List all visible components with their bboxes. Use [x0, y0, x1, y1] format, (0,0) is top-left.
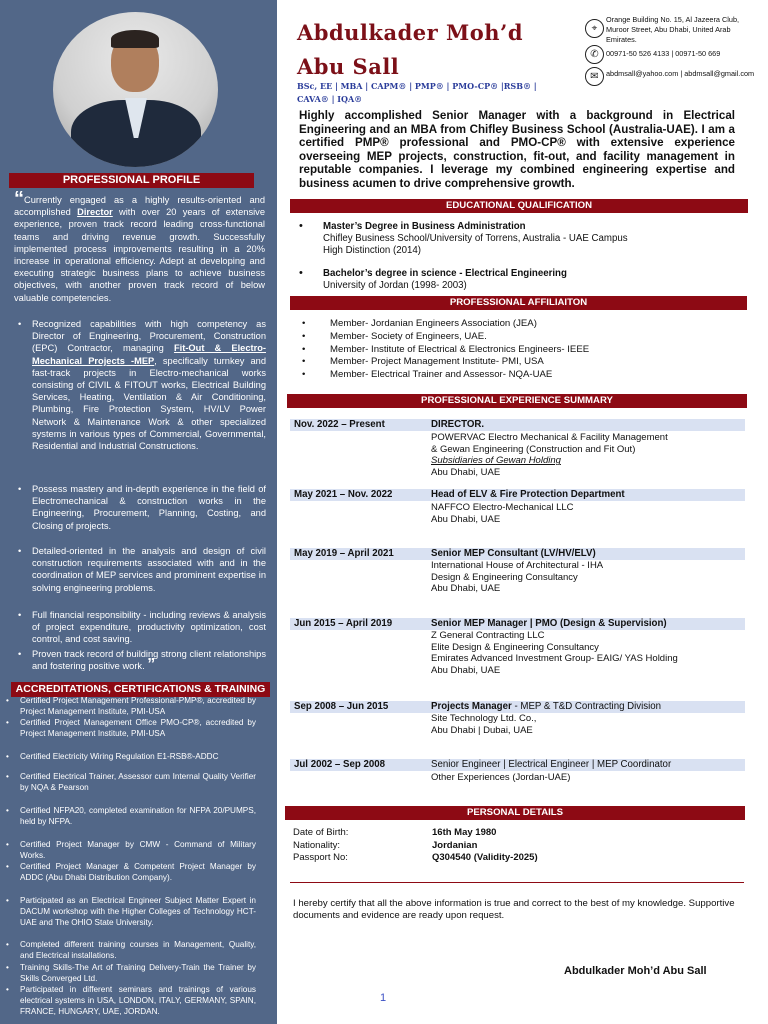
experience-row [290, 419, 745, 431]
signature: Abdulkader Moh’d Abu Sall [564, 965, 707, 977]
experience-title: DIRECTOR. [431, 419, 485, 430]
affiliation-list [302, 318, 732, 382]
profile-bullet: • Proven track record of building strong client relationships and fostering positive work. ” [14, 648, 266, 672]
cert-item: • Certified NFPA20, completed examination for NFPA 20/PUMPS, held by NFPA. [6, 806, 256, 828]
experience-dates: Sep 2008 – Jun 2015 [294, 701, 389, 712]
cert-item: • Certified Project Manager & Competent Project Manager by ADDC (Abu Dhabi Distribution Company). [6, 862, 256, 884]
email-icon: ✉ [585, 67, 604, 86]
experience-dates: Jul 2002 – Sep 2008 [294, 759, 386, 770]
affiliation-item: • Member- Electrical Trainer and Assessor- NQA-UAE [302, 369, 732, 382]
profile-summary: “Currently engaged as a highly results-oriented and accomplished Director with over 20 years of extensive experience, proven track record leading cross-functional teams and driving revenue growth. Successfully implemented process improvements resulting in a 20% increase in operational efficiency. Adept at developing and executing strategic business plans to achieve business objectives, with another proven track record of below valuable competencies. [14, 188, 265, 303]
experience-title: Head of ELV & Fire Protection Department [431, 489, 625, 500]
affiliation-item: • Member- Project Management Institute- PMI, USA [302, 356, 732, 369]
experience-details: Z General Contracting LLC Elite Design & Engineering Consultancy Emirates Advanced Investment Group- EAIG/ YAS Holding Abu Dhabi, UAE [431, 630, 678, 676]
education-item: • Bachelor’s degree in science - Electrical Engineering University of Jordan (1998- 2003) [299, 267, 567, 291]
affiliation-heading: PROFESSIONAL AFFILIAITON [290, 296, 747, 310]
profile-bullet: • Possess mastery and in-depth experience in the field of Electromechanical & construction works in the Engineering, Procurement, Planning, Costing, and Closing of projects. [14, 483, 266, 532]
declaration: I hereby certify that all the above information is true and correct to the best of my knowledge. Supportive documents and evidence are ready upon request. [293, 898, 735, 922]
experience-dates: Nov. 2022 – Present [294, 419, 385, 430]
affiliation-item: • Member- Jordanian Engineers Association (JEA) [302, 318, 732, 331]
experience-dates: Jun 2015 – April 2019 [294, 618, 393, 629]
experience-details: NAFFCO Electro-Mechanical LLC Abu Dhabi, UAE [431, 502, 574, 525]
phone-icon: ✆ [585, 45, 604, 64]
cert-item: • Certified Electrical Trainer, Assessor cum Internal Quality Verifier by NQA & Pearson [6, 772, 256, 794]
experience-title: Senior MEP Consultant (LV/HV/ELV) [431, 548, 596, 559]
name-line-2: Abu Sall [297, 54, 400, 79]
affiliation-item: • Member- Institute of Electrical & Electronics Engineers- IEEE [302, 344, 732, 357]
cert-item: • Certified Project Management Professional-PMP®, accredited by Project Management Institute, PMI-USA [6, 696, 256, 718]
profile-bullets [14, 318, 266, 452]
experience-row [290, 489, 745, 501]
education-item: • Master’s Degree in Business Administration Chifley Business School/University of Torrens, Australia - UAE Campus High Distinction (2014) [299, 220, 628, 256]
cert-item: • Certified Project Management Office PMO-CP®, accredited by Project Management Institute, PMI-USA [6, 718, 256, 740]
divider [290, 882, 744, 883]
experience-title: Projects Manager - MEP & T&D Contracting Division [431, 701, 662, 712]
name-line-1: Abdulkader Moh’d [297, 20, 523, 45]
contact-address: Orange Building No. 15, Al Jazeera Club, Muroor Street, Abu Dhabi, United Arab Emirates. [606, 15, 740, 44]
personal-heading: PERSONAL DETAILS [285, 806, 745, 820]
nationality-label: Nationality: [293, 840, 340, 851]
experience-heading: PROFESSIONAL EXPERIENCE SUMMARY [287, 394, 747, 408]
cert-item: • Participated as an Electrical Engineer Subject Matter Expert in DACUM workshop with the Higher Colleges of Technology HCT-UAE and The OHIO State University. [6, 896, 256, 929]
credentials: BSc, EE | MBA | CAPM® | PMP® | PMO-CP® |RSB® | CAVA® | IQA® [297, 81, 537, 104]
affiliation-item: • Member- Society of Engineers, UAE. [302, 331, 732, 344]
experience-title: Senior MEP Manager | PMO (Design & Supervision) [431, 618, 667, 629]
page-number: 1 [380, 992, 387, 1004]
summary-paragraph: Highly accomplished Senior Manager with a background in Electrical Engineering and an MBA from Chifley Business School (Australia-UAE). I am a certified PMP® professional and PMO-CP® with extensive experience overseeing MEP projects, construction, fit-out, and facility management in reputable companies. I leverage my combined engineering expertise and business acumen to drive comprehensive growth. [299, 109, 735, 190]
accreditations-heading: ACCREDITATIONS, CERTIFICATIONS & TRAINING [11, 682, 270, 697]
profile-bullet: • Full financial responsibility - including reviews & analysis of project expenditure, productivity optimization, cost control, and cost saving. [14, 609, 266, 646]
cert-item: • Completed different training courses in Management, Quality, and Electrical installations. [6, 940, 256, 962]
cert-item: • Participated in different seminars and trainings of various electrical systems in USA, LONDON, ITALY, GERMANY, SPAIN, FRANCE, HUNGARY, UAE, JORDAN. [6, 985, 256, 1018]
experience-row [290, 701, 745, 713]
profile-bullet: • Detailed-oriented in the analysis and design of civil construction requirements associated with and in the coordination of MEP services and prominent expertise in solving engineering problems. [14, 545, 266, 594]
contact-phone: 00971-50 526 4133 | 00971-50 669 [606, 49, 721, 58]
passport-label: Passport No: [293, 852, 348, 863]
experience-details: POWERVAC Electro Mechanical & Facility Management & Gewan Engineering (Construction and Fit Out) Subsidiaries of Gewan Holding Abu Dhabi, UAE [431, 432, 668, 478]
experience-row [290, 548, 745, 560]
experience-details: Other Experiences (Jordan-UAE) [431, 772, 571, 783]
experience-row [290, 759, 745, 771]
passport-value: Q304540 (Validity-2025) [432, 852, 538, 863]
dob-label: Date of Birth: [293, 827, 349, 838]
profile-bullet: • Recognized capabilities with high competency as Director of Engineering, Procurement, Construction (EPC) Contractor, managing Fit-Out & Electro-Mechanical Projects -MEP, specifically turnkey and fast-track projects in Electro-mechanical works consisting of CIVIL & FITOUT works, Electrical Building Services, Heating, Ventilation & Air Conditioning, Plumbing, Fire Protection System, HV/LV Power Network & Maintenance Work & other specialized systems in various types of Commercial, Governmental, Residential and Industrial Constructions. [14, 318, 266, 452]
cert-item: • Training Skills-The Art of Training Delivery-Train the Trainer by Skills Converged Ltd. [6, 963, 256, 985]
education-heading: EDUCATIONAL QUALIFICATION [290, 199, 748, 213]
sidebar [0, 0, 277, 1024]
nationality-value: Jordanian [432, 840, 478, 851]
cert-item: • Certified Project Manager by CMW - Command of Military Works. [6, 840, 256, 862]
location-pin-icon: ⌖ [585, 19, 604, 38]
experience-dates: May 2021 – Nov. 2022 [294, 489, 393, 500]
experience-details: International House of Architectural - IHA Design & Engineering Consultancy Abu Dhabi, UAE [431, 560, 604, 595]
experience-details: Site Technology Ltd. Co., Abu Dhabi | Dubai, UAE [431, 713, 537, 736]
profile-photo [53, 12, 218, 167]
profile-heading: PROFESSIONAL PROFILE [9, 173, 254, 188]
experience-title: Senior Engineer | Electrical Engineer | MEP Coordinator [431, 759, 672, 770]
dob-value: 16th May 1980 [432, 827, 497, 838]
close-quote-icon: ” [147, 656, 156, 674]
experience-dates: May 2019 – April 2021 [294, 548, 394, 559]
contact-email[interactable]: abdmsall@yahoo.com | abdmsall@gmail.com [606, 69, 755, 78]
cert-item: • Certified Electricity Wiring Regulation E1-RSB®-ADDC [6, 752, 256, 763]
open-quote-icon: “ [14, 188, 24, 210]
experience-row [290, 618, 745, 630]
